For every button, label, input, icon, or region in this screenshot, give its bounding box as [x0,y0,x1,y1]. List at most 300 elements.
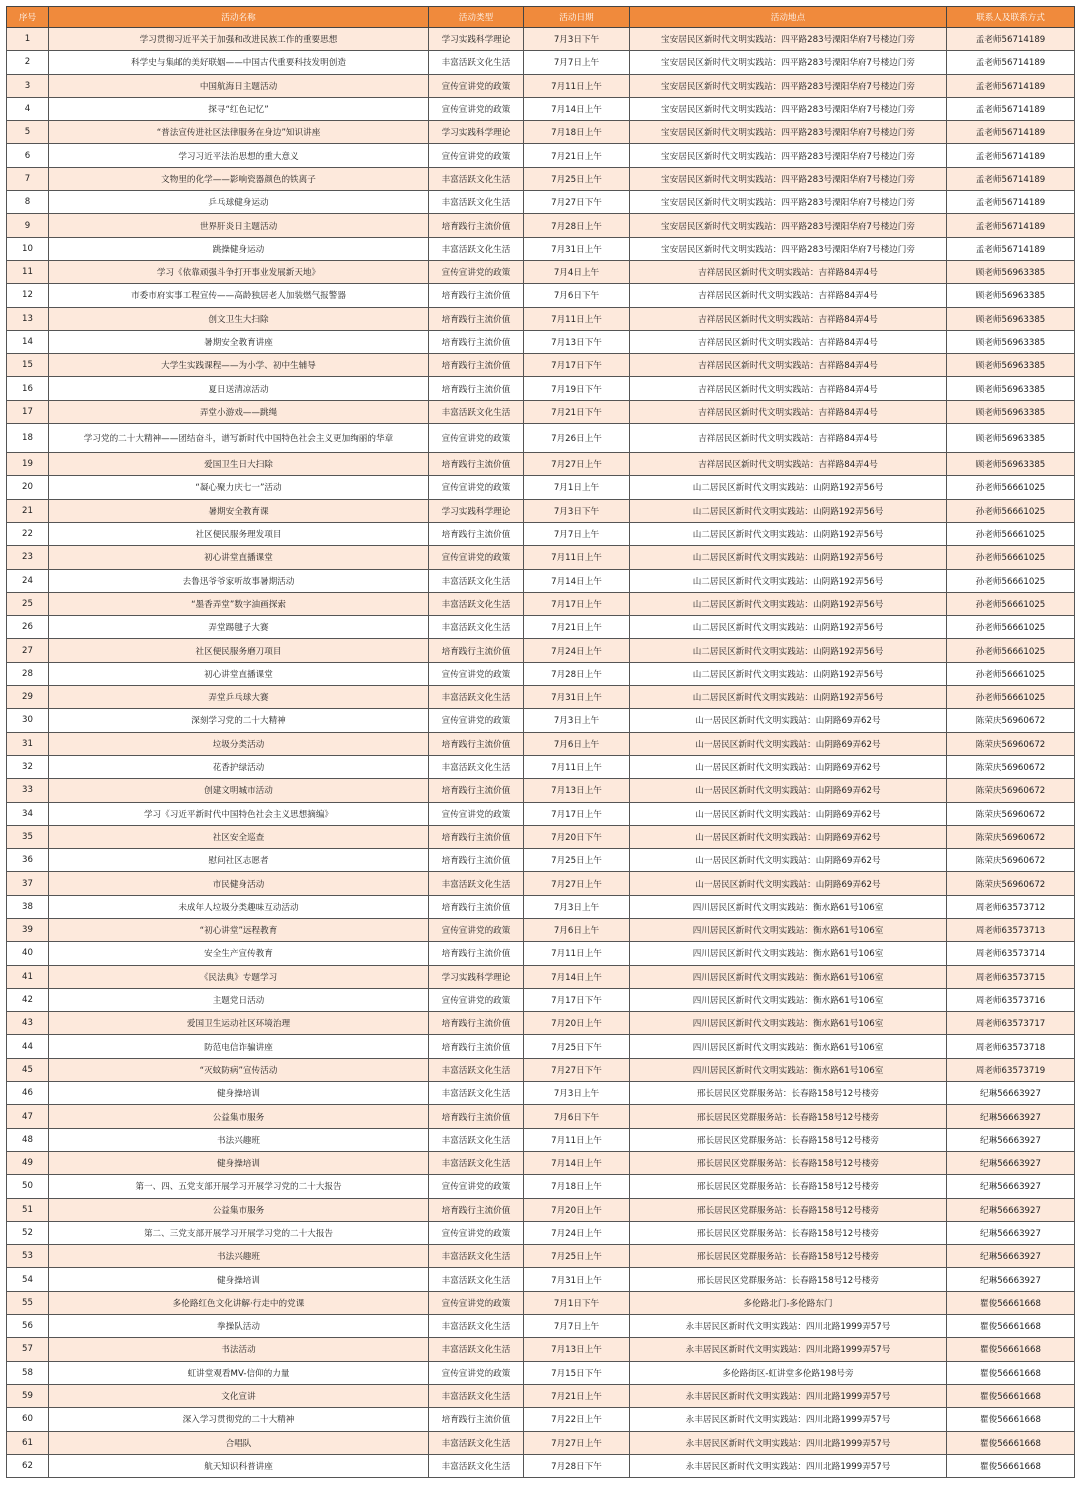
table-row [7,1058,1075,1081]
activity-location: 宝安居民区新时代文明实践站：四平路283号溧阳华府7号楼边门旁 [630,74,947,97]
activity-contact: 瞿俊56661668 [947,1384,1075,1407]
activity-contact: 顾老师56963385 [947,377,1075,400]
activity-date: 7月3日下午 [524,499,630,522]
row-number: 36 [7,849,49,872]
activity-date: 7月14日上午 [524,97,630,120]
activity-type: 培育践行主流价值 [429,1035,524,1058]
activity-contact: 孟老师56714189 [947,167,1075,190]
activity-name: 创文卫生大扫除 [49,307,429,330]
table-row [7,1245,1075,1268]
activity-location: 山一居民区新时代文明实践站：山阴路69弄62号 [630,709,947,732]
activity-type: 宣传宣讲党的政策 [429,1175,524,1198]
activity-name: 学习贯彻习近平关于加强和改进民族工作的重要思想 [49,28,429,51]
row-number: 12 [7,284,49,307]
activity-location: 山二居民区新时代文明实践站：山阴路192弄56号 [630,662,947,685]
activity-location: 四川居民区新时代文明实践站：衡水路61号106室 [630,895,947,918]
activity-name: 社区便民服务磨刀项目 [49,639,429,662]
activity-date: 7月18日上午 [524,121,630,144]
table-row [7,965,1075,988]
table-row [7,1454,1075,1477]
activity-location: 四川居民区新时代文明实践站：衡水路61号106室 [630,988,947,1011]
activity-contact: 陈荣庆56960672 [947,872,1075,895]
activity-contact: 顾老师56963385 [947,453,1075,476]
activity-location: 吉祥居民区新时代文明实践站：吉祥路84弄4号 [630,284,947,307]
activity-date: 7月21日上午 [524,616,630,639]
row-number: 60 [7,1408,49,1431]
row-number: 51 [7,1198,49,1221]
row-number: 4 [7,97,49,120]
row-number: 48 [7,1128,49,1151]
activity-contact: 孙老师56661025 [947,522,1075,545]
activity-location: 吉祥居民区新时代文明实践站：吉祥路84弄4号 [630,377,947,400]
activity-date: 7月11日上午 [524,546,630,569]
row-number: 45 [7,1058,49,1081]
activity-location: 四川居民区新时代文明实践站：衡水路61号106室 [630,1035,947,1058]
activity-name: 学习习近平法治思想的重大意义 [49,144,429,167]
activity-name: 多伦路红色文化讲解·行走中的党课 [49,1291,429,1314]
activity-name: “初心讲堂”远程教育 [49,918,429,941]
activity-date: 7月21日上午 [524,144,630,167]
table-row [7,849,1075,872]
activity-contact: 纪琳56663927 [947,1151,1075,1174]
activity-type: 培育践行主流价值 [429,1408,524,1431]
activity-location: 吉祥居民区新时代文明实践站：吉祥路84弄4号 [630,330,947,353]
activity-name: 初心讲堂直播课堂 [49,662,429,685]
activity-location: 山二居民区新时代文明实践站：山阴路192弄56号 [630,592,947,615]
activity-date: 7月20日下午 [524,825,630,848]
activity-name: 花香护绿活动 [49,755,429,778]
activity-location: 吉祥居民区新时代文明实践站：吉祥路84弄4号 [630,354,947,377]
activity-date: 7月3日上午 [524,895,630,918]
row-number: 30 [7,709,49,732]
activity-type: 丰富活跃文化生活 [429,1128,524,1151]
row-number: 62 [7,1454,49,1477]
activity-date: 7月6日上午 [524,918,630,941]
activity-date: 7月17日上午 [524,802,630,825]
activity-name: 《民法典》专题学习 [49,965,429,988]
table-row [7,191,1075,214]
header-cell: 活动地点 [630,7,947,28]
header-cell: 序号 [7,7,49,28]
activity-name: 市委市府实事工程宣传——高龄独居老人加装燃气报警器 [49,284,429,307]
activity-location: 宝安居民区新时代文明实践站：四平路283号溧阳华府7号楼边门旁 [630,214,947,237]
activity-type: 丰富活跃文化生活 [429,191,524,214]
activity-date: 7月17日下午 [524,354,630,377]
activity-name: 科学史与集邮的美好联姻——中国古代重要科技发明创造 [49,51,429,74]
row-number: 7 [7,167,49,190]
row-number: 32 [7,755,49,778]
activity-contact: 纪琳56663927 [947,1128,1075,1151]
activity-date: 7月17日下午 [524,988,630,1011]
activity-name: 公益集市服务 [49,1105,429,1128]
activity-name: 文物里的化学——影响瓷器颜色的铁离子 [49,167,429,190]
activity-name: 爱国卫生运动社区环境治理 [49,1012,429,1035]
table-row [7,167,1075,190]
activity-location: 山一居民区新时代文明实践站：山阴路69弄62号 [630,779,947,802]
activity-name: 书法兴趣班 [49,1128,429,1151]
row-number: 14 [7,330,49,353]
activity-type: 丰富活跃文化生活 [429,237,524,260]
activity-date: 7月7日上午 [524,1315,630,1338]
row-number: 17 [7,400,49,423]
activity-name: 初心讲堂直播课堂 [49,546,429,569]
table-row [7,709,1075,732]
activity-name: 社区安全巡查 [49,825,429,848]
table-row [7,121,1075,144]
row-number: 53 [7,1245,49,1268]
table-row [7,1315,1075,1338]
table-row [7,942,1075,965]
activity-contact: 孟老师56714189 [947,191,1075,214]
activity-date: 7月22日上午 [524,1408,630,1431]
table-row [7,686,1075,709]
row-number: 8 [7,191,49,214]
row-number: 18 [7,424,49,453]
activity-location: 邢长居民区党群服务站：长春路158号12号楼旁 [630,1245,947,1268]
activity-type: 学习实践科学理论 [429,28,524,51]
activity-contact: 周老师63573716 [947,988,1075,1011]
activity-location: 邢长居民区党群服务站：长春路158号12号楼旁 [630,1268,947,1291]
activity-location: 邢长居民区党群服务站：长春路158号12号楼旁 [630,1128,947,1151]
row-number: 42 [7,988,49,1011]
activity-type: 丰富活跃文化生活 [429,616,524,639]
activity-date: 7月24日上午 [524,639,630,662]
activity-type: 宣传宣讲党的政策 [429,144,524,167]
activity-name: 拳操队活动 [49,1315,429,1338]
table-row [7,1361,1075,1384]
activity-date: 7月28日下午 [524,1454,630,1477]
activity-date: 7月25日上午 [524,849,630,872]
activity-location: 宝安居民区新时代文明实践站：四平路283号溧阳华府7号楼边门旁 [630,167,947,190]
row-number: 58 [7,1361,49,1384]
activity-contact: 陈荣庆56960672 [947,849,1075,872]
activity-date: 7月27日上午 [524,872,630,895]
row-number: 35 [7,825,49,848]
activity-date: 7月14日上午 [524,569,630,592]
activity-type: 培育践行主流价值 [429,284,524,307]
activity-date: 7月6日下午 [524,1105,630,1128]
activity-date: 7月6日下午 [524,284,630,307]
activity-date: 7月13日上午 [524,1338,630,1361]
activity-date: 7月11日上午 [524,74,630,97]
activity-location: 山二居民区新时代文明实践站：山阴路192弄56号 [630,546,947,569]
activity-contact: 纪琳56663927 [947,1221,1075,1244]
header-row [7,7,1075,28]
activity-name: 跳操健身运动 [49,237,429,260]
table-row [7,592,1075,615]
activity-contact: 纪琳56663927 [947,1082,1075,1105]
row-number: 24 [7,569,49,592]
row-number: 11 [7,260,49,283]
table-row [7,1384,1075,1407]
activity-name: 虹讲堂观看MV-信仰的力量 [49,1361,429,1384]
activity-location: 四川居民区新时代文明实践站：衡水路61号106室 [630,965,947,988]
row-number: 16 [7,377,49,400]
activity-location: 吉祥居民区新时代文明实践站：吉祥路84弄4号 [630,453,947,476]
activity-contact: 孙老师56661025 [947,592,1075,615]
activity-location: 多伦路北门-多伦路东门 [630,1291,947,1314]
activity-location: 多伦路街区-虹讲堂多伦路198号旁 [630,1361,947,1384]
activity-name: 暑期安全教育讲座 [49,330,429,353]
table-row [7,802,1075,825]
activity-contact: 纪琳56663927 [947,1245,1075,1268]
activity-type: 学习实践科学理论 [429,965,524,988]
table-row [7,377,1075,400]
table-body [7,28,1075,1478]
activity-date: 7月11日上午 [524,755,630,778]
table-row [7,1105,1075,1128]
activity-location: 山二居民区新时代文明实践站：山阴路192弄56号 [630,569,947,592]
activity-location: 山二居民区新时代文明实践站：山阴路192弄56号 [630,499,947,522]
activity-type: 学习实践科学理论 [429,499,524,522]
activity-name: 防范电信诈骗讲座 [49,1035,429,1058]
activity-type: 宣传宣讲党的政策 [429,74,524,97]
activity-date: 7月25日上午 [524,1245,630,1268]
activity-type: 宣传宣讲党的政策 [429,260,524,283]
activity-contact: 顾老师56963385 [947,284,1075,307]
table-row [7,330,1075,353]
activity-contact: 顾老师56963385 [947,424,1075,453]
activity-location: 邢长居民区党群服务站：长春路158号12号楼旁 [630,1198,947,1221]
activity-name: 乒乓球健身运动 [49,191,429,214]
activity-location: 永丰居民区新时代文明实践站：四川北路1999弄57号 [630,1384,947,1407]
activity-name: 学习《习近平新时代中国特色社会主义思想摘编》 [49,802,429,825]
table-row [7,755,1075,778]
activity-date: 7月31日上午 [524,686,630,709]
row-number: 56 [7,1315,49,1338]
table-row [7,918,1075,941]
table-row [7,97,1075,120]
activity-contact: 孟老师56714189 [947,121,1075,144]
activity-contact: 纪琳56663927 [947,1175,1075,1198]
table-row [7,499,1075,522]
activity-type: 丰富活跃文化生活 [429,400,524,423]
activity-location: 山二居民区新时代文明实践站：山阴路192弄56号 [630,639,947,662]
activity-type: 丰富活跃文化生活 [429,1454,524,1477]
row-number: 15 [7,354,49,377]
activity-type: 丰富活跃文化生活 [429,167,524,190]
activity-name: 探寻“红色记忆” [49,97,429,120]
activity-location: 吉祥居民区新时代文明实践站：吉祥路84弄4号 [630,424,947,453]
activity-contact: 周老师63573712 [947,895,1075,918]
activity-name: “凝心聚力庆七一”活动 [49,476,429,499]
activity-name: 健身操培训 [49,1151,429,1174]
activity-contact: 孟老师56714189 [947,97,1075,120]
activity-type: 培育践行主流价值 [429,214,524,237]
activity-type: 丰富活跃文化生活 [429,1315,524,1338]
activity-contact: 孙老师56661025 [947,662,1075,685]
activity-date: 7月20日上午 [524,1198,630,1221]
activity-date: 7月21日下午 [524,400,630,423]
activity-location: 永丰居民区新时代文明实践站：四川北路1999弄57号 [630,1454,947,1477]
row-number: 1 [7,28,49,51]
activity-name: 第二、三党支部开展学习开展学习党的二十大报告 [49,1221,429,1244]
activity-type: 宣传宣讲党的政策 [429,1221,524,1244]
activity-date: 7月3日上午 [524,709,630,732]
activity-contact: 纪琳56663927 [947,1268,1075,1291]
row-number: 50 [7,1175,49,1198]
row-number: 46 [7,1082,49,1105]
activity-location: 宝安居民区新时代文明实践站：四平路283号溧阳华府7号楼边门旁 [630,51,947,74]
activity-location: 山一居民区新时代文明实践站：山阴路69弄62号 [630,872,947,895]
activity-date: 7月20日上午 [524,1012,630,1035]
activity-name: 健身操培训 [49,1082,429,1105]
activity-date: 7月4日上午 [524,260,630,283]
activity-location: 宝安居民区新时代文明实践站：四平路283号溧阳华府7号楼边门旁 [630,191,947,214]
activity-name: 去鲁迅爷爷家听故事暑期活动 [49,569,429,592]
row-number: 26 [7,616,49,639]
activity-contact: 陈荣庆56960672 [947,779,1075,802]
table-row [7,1128,1075,1151]
activity-contact: 孙老师56661025 [947,616,1075,639]
activity-type: 培育践行主流价值 [429,307,524,330]
table-row [7,1035,1075,1058]
table-row [7,237,1075,260]
table-row [7,1082,1075,1105]
activity-contact: 孟老师56714189 [947,237,1075,260]
activity-type: 丰富活跃文化生活 [429,1384,524,1407]
table-row [7,74,1075,97]
activity-date: 7月27日下午 [524,1058,630,1081]
activity-date: 7月24日上午 [524,1221,630,1244]
activity-date: 7月11日上午 [524,942,630,965]
activity-location: 山一居民区新时代文明实践站：山阴路69弄62号 [630,849,947,872]
activity-name: 学习《依靠顽强斗争打开事业发展新天地》 [49,260,429,283]
activity-name: 慰问社区志愿者 [49,849,429,872]
row-number: 43 [7,1012,49,1035]
activity-location: 山一居民区新时代文明实践站：山阴路69弄62号 [630,755,947,778]
activity-location: 山二居民区新时代文明实践站：山阴路192弄56号 [630,616,947,639]
row-number: 28 [7,662,49,685]
activity-type: 培育践行主流价值 [429,825,524,848]
activity-name: 世界肝炎日主题活动 [49,214,429,237]
activity-date: 7月27日上午 [524,453,630,476]
activity-name: 未成年人垃圾分类趣味互动活动 [49,895,429,918]
table-row [7,424,1075,453]
row-number: 47 [7,1105,49,1128]
table-row [7,988,1075,1011]
activity-date: 7月21日上午 [524,1384,630,1407]
activity-contact: 纪琳56663927 [947,1105,1075,1128]
table-row [7,546,1075,569]
activity-type: 宣传宣讲党的政策 [429,709,524,732]
activity-contact: 孙老师56661025 [947,546,1075,569]
activity-contact: 瞿俊56661668 [947,1408,1075,1431]
activity-location: 四川居民区新时代文明实践站：衡水路61号106室 [630,1012,947,1035]
activity-location: 宝安居民区新时代文明实践站：四平路283号溧阳华府7号楼边门旁 [630,237,947,260]
row-number: 52 [7,1221,49,1244]
activity-name: 大学生实践课程——为小学、初中生辅导 [49,354,429,377]
activity-contact: 纪琳56663927 [947,1198,1075,1221]
activity-date: 7月6日上午 [524,732,630,755]
activity-date: 7月1日下午 [524,1291,630,1314]
row-number: 9 [7,214,49,237]
activity-type: 宣传宣讲党的政策 [429,802,524,825]
activity-location: 宝安居民区新时代文明实践站：四平路283号溧阳华府7号楼边门旁 [630,121,947,144]
table-row [7,1198,1075,1221]
activity-name: 弄堂乒乓球大赛 [49,686,429,709]
activity-type: 培育践行主流价值 [429,522,524,545]
activity-schedule [6,6,1074,1478]
activity-contact: 顾老师56963385 [947,330,1075,353]
row-number: 22 [7,522,49,545]
table-row [7,662,1075,685]
row-number: 10 [7,237,49,260]
row-number: 13 [7,307,49,330]
activity-contact: 陈荣庆56960672 [947,755,1075,778]
activity-type: 丰富活跃文化生活 [429,1431,524,1454]
activity-type: 丰富活跃文化生活 [429,569,524,592]
activity-name: 中国航海日主题活动 [49,74,429,97]
row-number: 38 [7,895,49,918]
activity-type: 宣传宣讲党的政策 [429,662,524,685]
activity-type: 宣传宣讲党的政策 [429,918,524,941]
row-number: 61 [7,1431,49,1454]
activity-type: 培育践行主流价值 [429,1012,524,1035]
activity-name: 夏日送清凉活动 [49,377,429,400]
table-row [7,825,1075,848]
activity-contact: 陈荣庆56960672 [947,802,1075,825]
table-row [7,1408,1075,1431]
row-number: 37 [7,872,49,895]
activity-name: 弄堂踢毽子大赛 [49,616,429,639]
activity-name: 合唱队 [49,1431,429,1454]
table-row [7,1291,1075,1314]
activity-date: 7月14日上午 [524,1151,630,1174]
activity-type: 培育践行主流价值 [429,1105,524,1128]
row-number: 27 [7,639,49,662]
table-row [7,1338,1075,1361]
activity-type: 丰富活跃文化生活 [429,1245,524,1268]
activity-contact: 陈荣庆56960672 [947,732,1075,755]
activity-type: 培育践行主流价值 [429,330,524,353]
activity-name: 市民健身活动 [49,872,429,895]
activity-type: 宣传宣讲党的政策 [429,988,524,1011]
table-row [7,895,1075,918]
activity-name: 爱国卫生日大扫除 [49,453,429,476]
activity-date: 7月18日上午 [524,1175,630,1198]
activity-location: 山二居民区新时代文明实践站：山阴路192弄56号 [630,522,947,545]
activity-date: 7月27日上午 [524,1431,630,1454]
activity-type: 丰富活跃文化生活 [429,1151,524,1174]
table-row [7,453,1075,476]
activity-date: 7月13日下午 [524,330,630,353]
row-number: 40 [7,942,49,965]
activity-date: 7月3日上午 [524,1082,630,1105]
activity-contact: 孙老师56661025 [947,569,1075,592]
activity-date: 7月27日下午 [524,191,630,214]
activity-type: 培育践行主流价值 [429,639,524,662]
activity-location: 永丰居民区新时代文明实践站：四川北路1999弄57号 [630,1338,947,1361]
activity-contact: 顾老师56963385 [947,260,1075,283]
table-row [7,779,1075,802]
activity-table [6,6,1075,1478]
activity-location: 邢长居民区党群服务站：长春路158号12号楼旁 [630,1221,947,1244]
table-row [7,1151,1075,1174]
activity-contact: 周老师63573718 [947,1035,1075,1058]
table-row [7,1431,1075,1454]
activity-contact: 陈荣庆56960672 [947,709,1075,732]
activity-type: 培育践行主流价值 [429,849,524,872]
activity-location: 四川居民区新时代文明实践站：衡水路61号106室 [630,1058,947,1081]
row-number: 31 [7,732,49,755]
activity-location: 山一居民区新时代文明实践站：山阴路69弄62号 [630,825,947,848]
activity-type: 宣传宣讲党的政策 [429,1291,524,1314]
table-row [7,214,1075,237]
table-row [7,872,1075,895]
activity-contact: 孟老师56714189 [947,214,1075,237]
table-row [7,400,1075,423]
